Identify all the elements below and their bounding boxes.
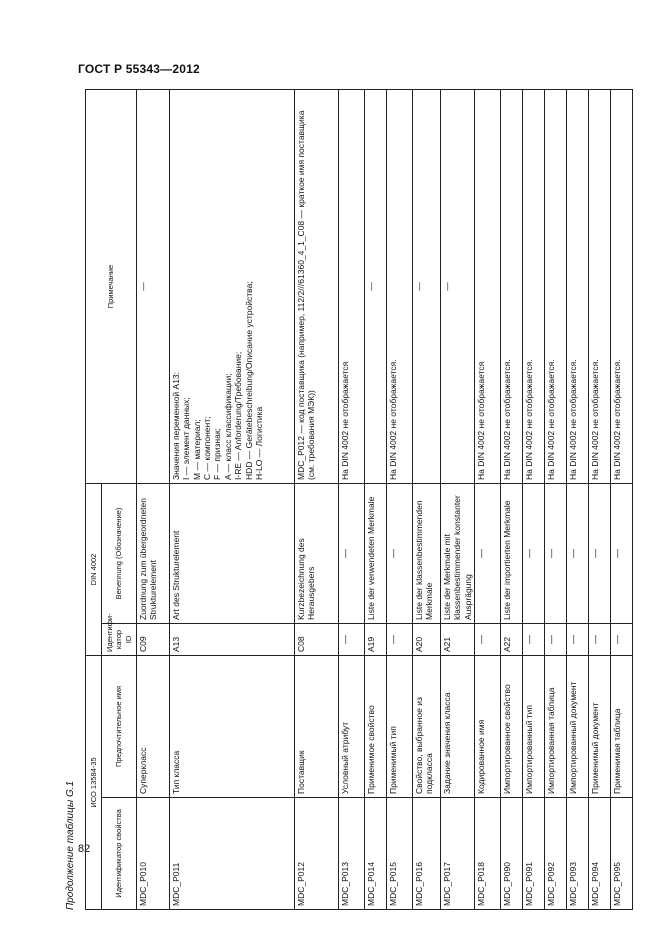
cell-property-id: MDC_P017 <box>441 798 475 910</box>
cell-preferred-name: Задание значения класса <box>441 655 475 797</box>
cell-property-id: MDC_P018 <box>475 798 501 910</box>
cell-din-name: Liste der verwendeten Merkmale <box>365 483 387 623</box>
table-row <box>545 89 567 909</box>
cell-note <box>170 89 295 483</box>
cell-din-id: A20 <box>413 623 441 655</box>
cell-property-id: MDC_P013 <box>339 798 365 910</box>
cell-din-name: Zuordnung zum übergeordneten Strukturelement <box>137 483 170 623</box>
cell-preferred-name: Импортированное свойство <box>501 655 523 797</box>
document-header: ГОСТ Р 55343—2012 <box>78 62 200 76</box>
table-row <box>441 89 475 909</box>
cell-preferred-name: Применимый документ <box>589 655 611 797</box>
table-row <box>589 89 611 909</box>
table-row <box>295 89 339 909</box>
cell-note: — <box>137 89 170 483</box>
table-row <box>365 89 387 909</box>
cell-preferred-name: Применимое свойство <box>365 655 387 797</box>
cell-din-name: Kurzbezeichnung des Herausgebers <box>295 483 339 623</box>
cell-preferred-name: Импортированный документ <box>567 655 589 797</box>
table-row <box>137 89 170 909</box>
group-header-din: DIN 4002 <box>86 483 102 655</box>
note-line: HDD — Gerätebeschreibung/Описание устройства; <box>243 281 254 480</box>
group-header-iso: ИСО 13584-35 <box>86 655 102 909</box>
cell-preferred-name: Импортированный тип <box>523 655 545 797</box>
column-header-note: Примечание <box>86 89 137 483</box>
page-number: 82 <box>78 843 91 855</box>
cell-din-name: — <box>387 483 413 623</box>
table-caption: Продолжение таблицы G.1 <box>65 780 76 910</box>
cell-property-id: MDC_P094 <box>589 798 611 910</box>
cell-din-id: C08 <box>295 623 339 655</box>
cell-din-name: — <box>523 483 545 623</box>
cell-preferred-name: Импортированная таблица <box>545 655 567 797</box>
cell-note: На DIN 4002 не отображается <box>339 89 365 483</box>
cell-din-id: — <box>611 623 633 655</box>
note-line: M — материал; <box>191 419 202 480</box>
cell-din-name: — <box>589 483 611 623</box>
note-line: A — класс классификации; <box>222 373 233 480</box>
cell-din-id: A19 <box>365 623 387 655</box>
cell-preferred-name: Применимый тип <box>387 655 413 797</box>
note-line: Значения переменной A13: <box>171 371 181 480</box>
cell-note: На DIN 4002 не отображается. <box>501 89 523 483</box>
cell-property-id: MDC_P016 <box>413 798 441 910</box>
cell-din-id: C09 <box>137 623 170 655</box>
cell-note: MDC_P012 — код поставщика (например, 112/2///61360_4_1_C08 — краткое имя поставщика (см. требования МЭК)) <box>295 89 339 483</box>
cell-note: На DIN 4002 не отображается. <box>545 89 567 483</box>
cell-preferred-name: Тип класса <box>170 655 295 797</box>
note-line: I — элемент данных; <box>181 397 192 480</box>
cell-property-id: MDC_P093 <box>567 798 589 910</box>
table-row <box>170 89 295 909</box>
table-row <box>567 89 589 909</box>
table-row <box>523 89 545 909</box>
table-row <box>475 89 501 909</box>
cell-property-id: MDC_P014 <box>365 798 387 910</box>
mapping-table <box>85 89 633 910</box>
cell-din-id: A21 <box>441 623 475 655</box>
cell-property-id: MDC_P011 <box>170 798 295 910</box>
cell-property-id: MDC_P095 <box>611 798 633 910</box>
column-header-preferred-name: Предпочтительное имя <box>102 655 137 797</box>
cell-din-id: — <box>545 623 567 655</box>
cell-din-name: Liste der Merkmale mit klassenbestimmender konstanter Ausprägung <box>441 483 475 623</box>
cell-property-id: MDC_P015 <box>387 798 413 910</box>
table-row <box>501 89 523 909</box>
column-header-din-id: Идентифи-катор ID <box>102 623 137 655</box>
cell-note: — <box>365 89 387 483</box>
cell-din-id: — <box>475 623 501 655</box>
cell-din-id: — <box>567 623 589 655</box>
cell-preferred-name: Свойство, выбранное из подкласса <box>413 655 441 797</box>
cell-note: На DIN 4002 не отображается <box>475 89 501 483</box>
note-line: F — признак; <box>212 428 223 480</box>
column-header-din-name: Benennung (Обозначение) <box>102 483 137 623</box>
cell-din-name: Liste der importierten Merkmale <box>501 483 523 623</box>
cell-preferred-name: Кодированное имя <box>475 655 501 797</box>
cell-din-id: — <box>387 623 413 655</box>
note-line: H-LO — Логистика <box>253 406 264 480</box>
cell-din-id: — <box>339 623 365 655</box>
cell-din-name: — <box>339 483 365 623</box>
column-header-property-id: Идентификатор свойства <box>102 798 137 910</box>
cell-property-id: MDC_P091 <box>523 798 545 910</box>
cell-preferred-name: Суперкласс <box>137 655 170 797</box>
cell-preferred-name: Применимая таблица <box>611 655 633 797</box>
note-line: C — компонент; <box>202 416 213 480</box>
cell-din-id: A13 <box>170 623 295 655</box>
cell-note: На DIN 4002 не отображается. <box>589 89 611 483</box>
cell-property-id: MDC_P090 <box>501 798 523 910</box>
cell-din-name: — <box>567 483 589 623</box>
cell-note: На DIN 4002 не отображается. <box>523 89 545 483</box>
cell-din-id: A22 <box>501 623 523 655</box>
cell-property-id: MDC_P012 <box>295 798 339 910</box>
cell-note: — <box>441 89 475 483</box>
table-row <box>387 89 413 909</box>
table-row <box>611 89 633 909</box>
table-row <box>339 89 365 909</box>
cell-note: — <box>413 89 441 483</box>
cell-note: На DIN 4002 не отображается. <box>567 89 589 483</box>
cell-din-id: — <box>589 623 611 655</box>
cell-din-name: — <box>545 483 567 623</box>
cell-note: На DIN 4002 не отображается. <box>387 89 413 483</box>
table-row <box>413 89 441 909</box>
cell-din-name: — <box>475 483 501 623</box>
cell-property-id: MDC_P092 <box>545 798 567 910</box>
cell-din-id: — <box>523 623 545 655</box>
cell-property-id: MDC_P010 <box>137 798 170 910</box>
rotated-table-area <box>60 90 623 910</box>
cell-din-name: Liste der klassenbestimmenden Merkmale <box>413 483 441 623</box>
cell-din-name: — <box>611 483 633 623</box>
cell-din-name: Art des Strukturelement <box>170 483 295 623</box>
cell-preferred-name: Поставщик <box>295 655 339 797</box>
cell-preferred-name: Условный атрибут <box>339 655 365 797</box>
note-line: I-RE — Anforderung/Требование; <box>233 351 244 480</box>
cell-note: На DIN 4002 не отображается. <box>611 89 633 483</box>
